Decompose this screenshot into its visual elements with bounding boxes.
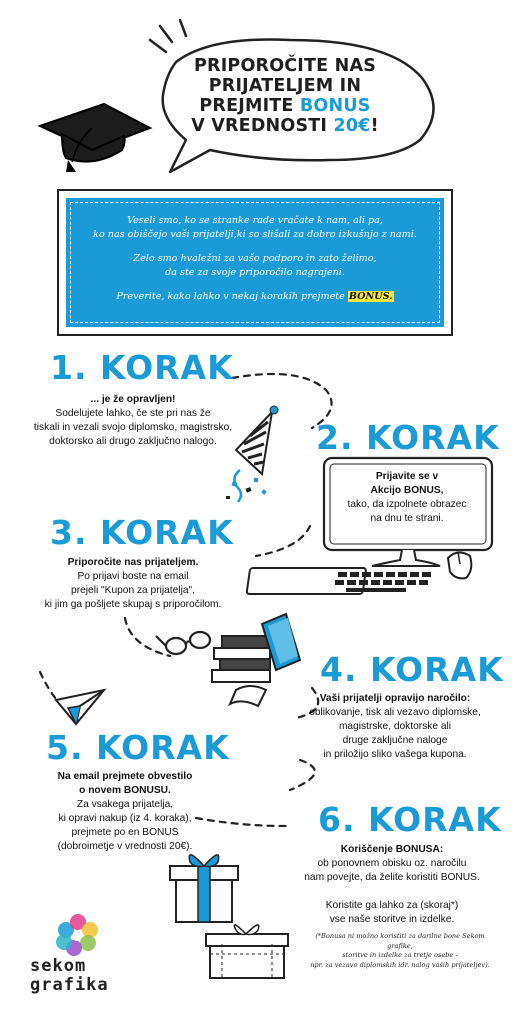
- step-6-title: 6. KORAK: [318, 800, 502, 839]
- step-5-lead: o novem BONUSU.: [79, 785, 171, 796]
- headline-line-2: PRIJATELJEM IN: [208, 76, 362, 96]
- step-6-lead: Koriščenje BONUSA:: [340, 844, 444, 855]
- logo-line-1: sekom: [30, 956, 87, 976]
- step-1-text: [20, 393, 246, 449]
- step-3-line: Po prijavi boste na email: [77, 571, 189, 582]
- intro-line: Veseli smo, ko se stranke rade vračate k nam, ali pa,: [127, 215, 383, 226]
- step-2-lead: Prijavite se v: [375, 471, 439, 482]
- gift-icon: [170, 855, 288, 978]
- step-4-line: druge zaključne naloge: [342, 735, 448, 746]
- step-2-title: 2. KORAK: [316, 418, 500, 457]
- step-5-title: 5. KORAK: [46, 728, 230, 767]
- step-5-line: Za vsakega prijatelja,: [76, 799, 174, 810]
- step-5-line: (dobroimetje v vrednosti 20€).: [57, 841, 193, 852]
- step-6-spacer: [282, 885, 502, 899]
- bonus-highlight: BONUS.: [348, 291, 393, 302]
- logo-line-2: grafika: [30, 975, 109, 995]
- headline-line-3: PREJMITE BONUS: [199, 96, 371, 116]
- step-5-line: ki opravi nakup (iz 4. koraka),: [58, 813, 192, 824]
- paper-plane-icon: [56, 690, 104, 724]
- headline-line-4: V VREDNOSTI 20€!: [191, 116, 379, 136]
- step-3-text: [20, 556, 246, 612]
- step-5-text: [30, 770, 220, 854]
- step-5-line: prejmete po en BONUS: [71, 827, 179, 838]
- intro-line: Preverite, kako lahko v nekaj korakih prejmete: [116, 291, 348, 302]
- step-1-line: doktorsko ali drugo zaključno nalogo.: [49, 436, 217, 447]
- step-3-title: 3. KORAK: [50, 513, 234, 552]
- step-2-lead: Akcijo BONUS,: [370, 485, 444, 496]
- step-4-line: oblikovanje, tisk ali vezavo diplomske,: [309, 707, 481, 718]
- step-1-line: tiskali in vezali svojo diplomsko, magistrsko,: [33, 422, 233, 433]
- step-6-text: [282, 843, 502, 927]
- headline-line-1: PRIPOROČITE NAS: [194, 56, 376, 76]
- intro-box: [57, 189, 453, 336]
- intro-line: ko nas obiščejo vaši prijatelji,ki so slišali za dobro izkušnjo z nami.: [93, 229, 417, 240]
- step-3-line: prejeli "Kupon za prijatelja",: [71, 585, 195, 596]
- step-6-line: ob ponovnem obisku oz. naročilu: [317, 858, 467, 869]
- glasses-icon: [156, 632, 210, 654]
- step-5-lead: Na email prejmete obvestilo: [57, 771, 193, 782]
- footnote-line: storitve in izdelke za tretje osebe -: [342, 951, 458, 959]
- intro-text: [80, 214, 430, 314]
- footnote-line: (*Bonusa ni možno koristiti za darilne bone Sekom grafike,: [315, 932, 485, 950]
- step-4-title: 4. KORAK: [320, 650, 504, 689]
- step-4-lead: Vaši prijatelji opravijo naročilo:: [319, 693, 471, 704]
- headline: [170, 56, 400, 136]
- graduation-cap-icon: [40, 104, 150, 172]
- step-1-line: Sodelujete lahko, če ste pri nas že: [55, 408, 211, 419]
- books-icon: [212, 614, 300, 706]
- bonus-amount: 20€: [333, 116, 371, 136]
- step-3-line: ki jim ga pošljete skupaj s priporočilom.: [44, 599, 222, 610]
- step-4-line: magistrske, doktorske ali: [338, 721, 452, 732]
- step-6-line: vse naše storitve in izdelke.: [329, 914, 455, 925]
- footnote-line: npr. za vezavo diplomskih idr. nalog vaših prijateljev).: [310, 960, 490, 969]
- step-1-title: 1. KORAK: [50, 348, 234, 387]
- logo: [30, 957, 109, 995]
- bonus-word: BONUS: [299, 96, 371, 116]
- step-2-line: na dnu te strani.: [370, 513, 444, 524]
- flower-logo-icon: [56, 914, 98, 956]
- step-6-line: nam povejte, da želite koristiti BONUS.: [304, 872, 480, 883]
- footnote: [302, 932, 498, 970]
- step-2-line: tako, da izpolnete obrazec: [347, 499, 467, 510]
- step-4-text: [290, 692, 500, 762]
- step-2-text: [326, 470, 488, 526]
- intro-line: da ste za svoje priporočilo nagrajeni.: [165, 267, 345, 278]
- step-3-lead: Priporočite nas prijateljem.: [67, 557, 199, 568]
- intro-line: Zelo smo hvaležni za vašo podporo in zato želimo,: [133, 253, 377, 264]
- spark-lines: [150, 20, 186, 52]
- step-1-lead: ... je že opravljen!: [90, 394, 176, 405]
- step-4-line: in priložijo sliko vašega kupona.: [323, 749, 467, 760]
- step-6-line: Koristite ga lahko za (skoraj*): [325, 900, 459, 911]
